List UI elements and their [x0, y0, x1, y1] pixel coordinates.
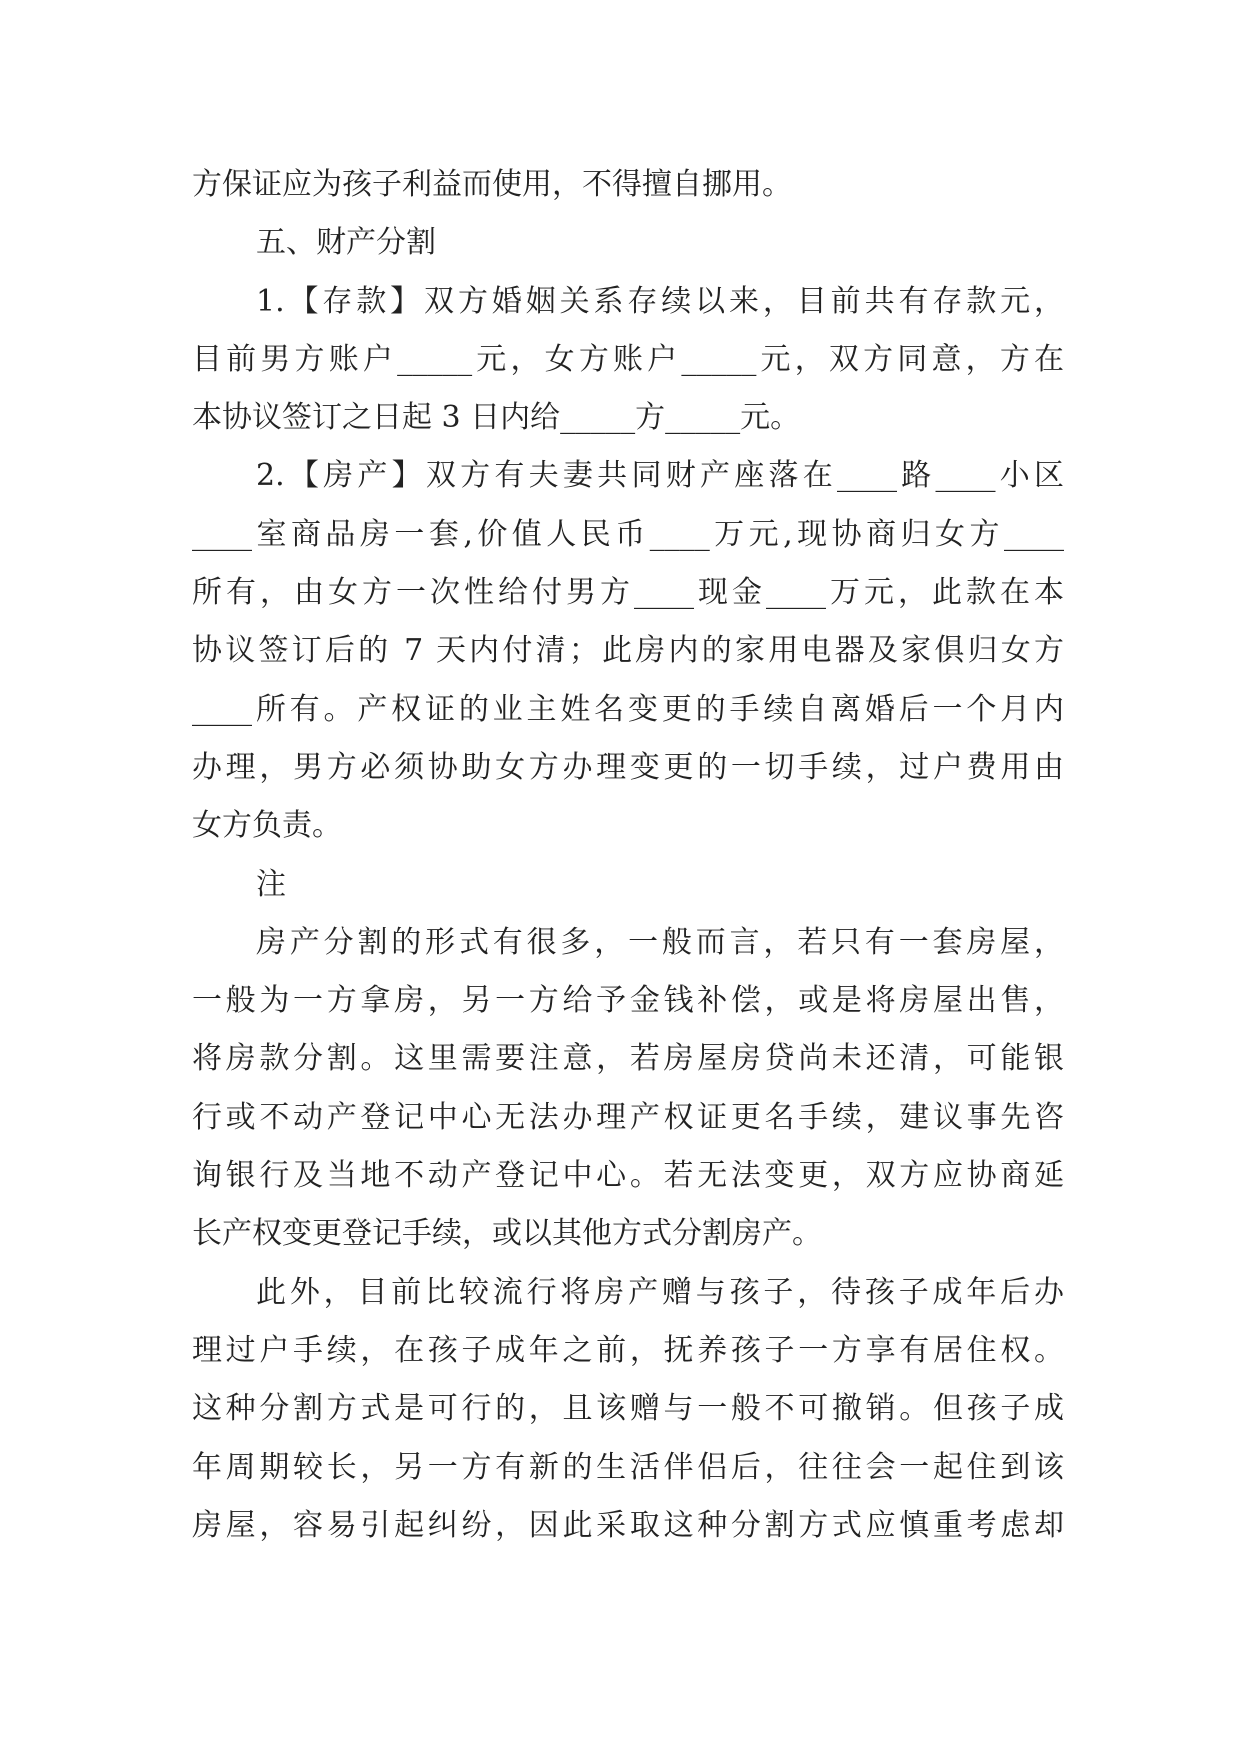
note-paragraph-line: 将房款分割。这里需要注意，若房屋房贷尚未还清，可能银 [192, 1041, 1064, 1077]
clause-deposit-line: 目前男方账户_____元，女方账户_____元，双方同意，方在 [192, 341, 1064, 377]
clause-property-line: 办理，男方必须协助女方办理变更的一切手续，过户费用由 [192, 749, 1064, 785]
note-paragraph-line: 行或不动产登记中心无法办理产权证更名手续，建议事先咨 [192, 1099, 1064, 1135]
clause-property-line: 协议签订后的 7 天内付清；此房内的家用电器及家俱归女方 [192, 633, 1064, 669]
clause-property-line: ____所有。产权证的业主姓名变更的手续自离婚后一个月内 [192, 691, 1064, 727]
note-heading: 注 [256, 866, 286, 902]
clause-property-line: 2.【房产】双方有夫妻共同财产座落在____路____小区 [256, 458, 1064, 494]
section-heading: 五、财产分割 [256, 225, 436, 261]
clause-property-line: ____室商品房一套,价值人民币____万元,现协商归女方____ [192, 516, 1064, 552]
note-paragraph-line: 房产分割的形式有很多，一般而言，若只有一套房屋， [256, 924, 1064, 960]
clause-property-line: 女方负责。 [192, 808, 342, 844]
paragraph-line: 方保证应为孩子利益而使用，不得擅自挪用。 [192, 167, 792, 202]
note-paragraph-line: 此外，目前比较流行将房产赠与孩子，待孩子成年后办 [256, 1274, 1064, 1310]
note-paragraph-line: 年周期较长，另一方有新的生活伴侣后，往往会一起住到该 [192, 1449, 1064, 1485]
note-paragraph-line: 长产权变更登记手续，或以其他方式分割房产。 [192, 1216, 822, 1252]
document-page [192, 156, 1064, 1555]
note-paragraph-line: 一般为一方拿房，另一方给予金钱补偿，或是将房屋出售， [192, 983, 1064, 1019]
note-paragraph-line: 询银行及当地不动产登记中心。若无法变更，双方应协商延 [192, 1158, 1064, 1194]
clause-deposit-line: 本协议签订之日起 3 日内给_____方_____元。 [192, 400, 801, 436]
note-paragraph-line: 房屋，容易引起纠纷，因此采取这种分割方式应慎重考虑却 [192, 1507, 1064, 1543]
clause-deposit-line: 1.【存款】双方婚姻关系存续以来，目前共有存款元， [256, 283, 1064, 319]
clause-property-line: 所有，由女方一次性给付男方____现金____万元，此款在本 [192, 575, 1064, 611]
note-paragraph-line: 这种分割方式是可行的，且该赠与一般不可撤销。但孩子成 [192, 1391, 1064, 1427]
note-paragraph-line: 理过户手续，在孩子成年之前，抚养孩子一方享有居住权。 [192, 1332, 1064, 1368]
